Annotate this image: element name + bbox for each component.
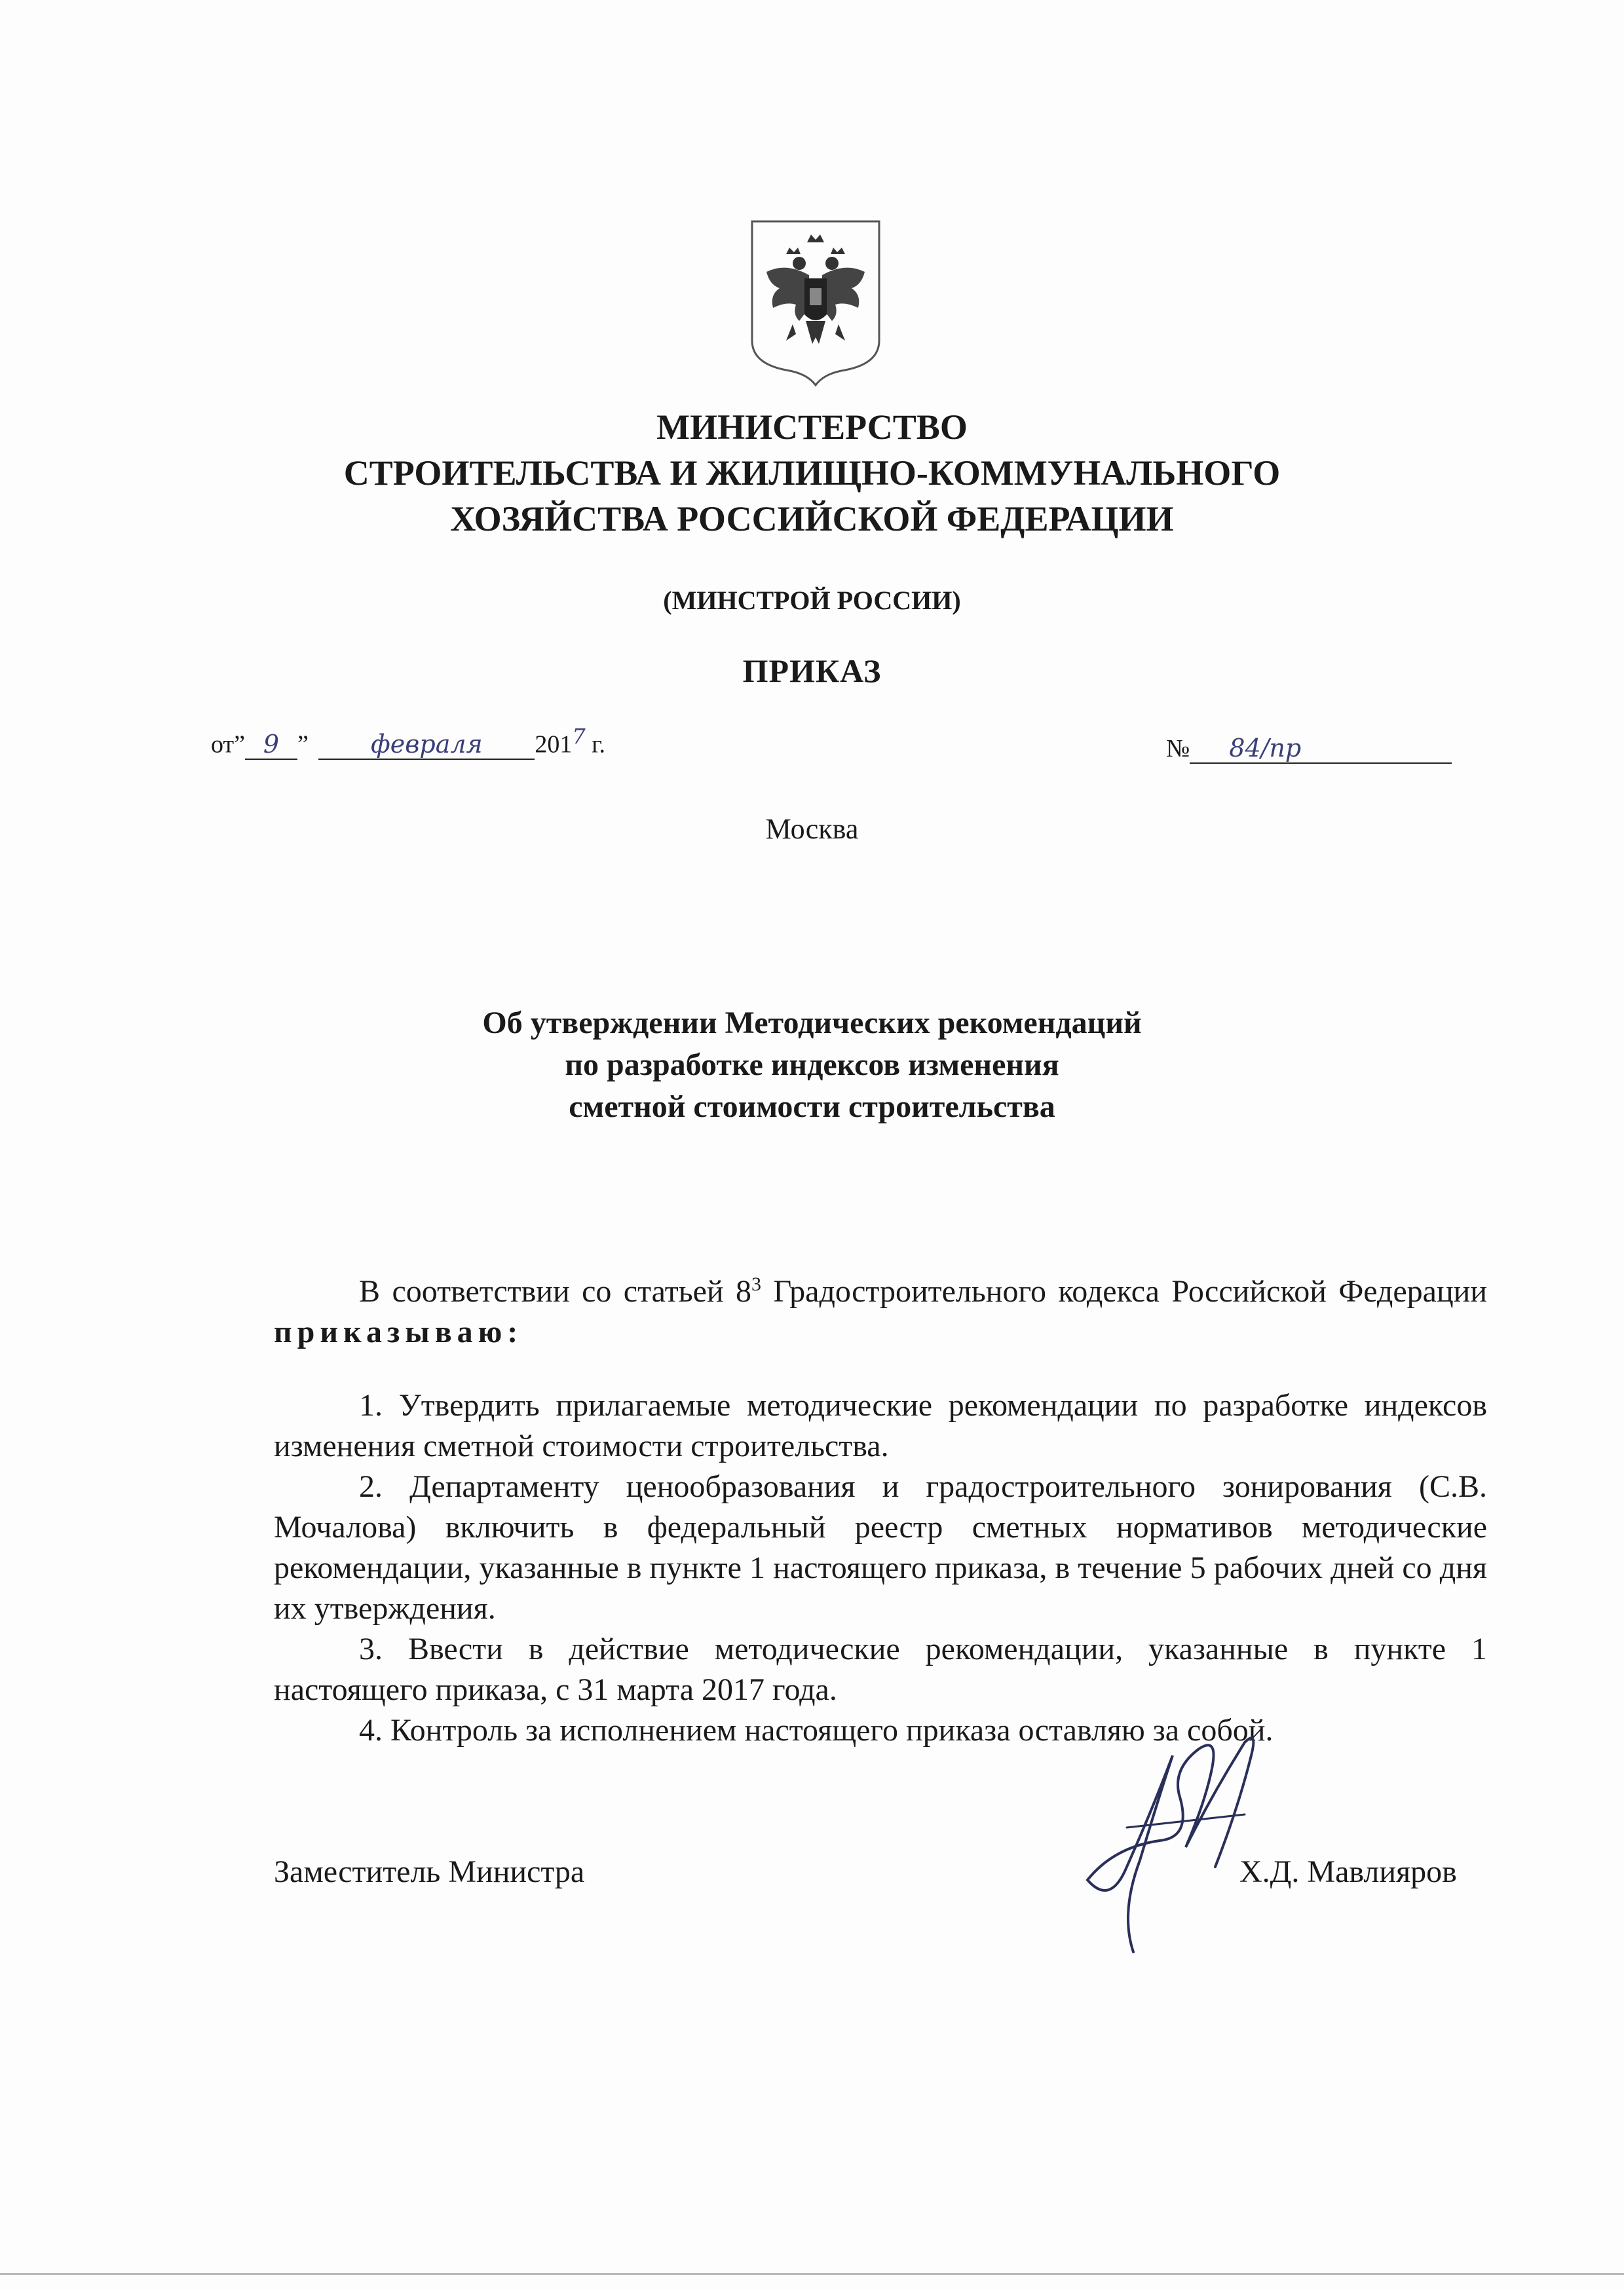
number-prefix: № (1166, 735, 1190, 762)
order-number (1166, 734, 1452, 764)
coat-of-arms-emblem (747, 216, 884, 386)
ministry-short-name: (МИНСТРОЙ РОССИИ) (663, 586, 961, 615)
number-value: 84/пр (1190, 734, 1452, 764)
date-year-suffix: г. (592, 730, 606, 759)
scan-edge-line (0, 2273, 1624, 2275)
date-prefix: от (211, 730, 235, 759)
subject-line-1: Об утверждении Методических рекомендаций (482, 1005, 1142, 1040)
document-type-title: ПРИКАЗ (742, 652, 882, 689)
preamble-superscript: 3 (751, 1273, 762, 1295)
order-item-4: 4. Контроль за исполнением настоящего приказа оставляю за собой. (359, 1713, 1274, 1748)
city-name: Москва (765, 813, 859, 845)
signatory-title: Заместитель Министра (274, 1854, 585, 1889)
date-year-printed: 201 (535, 730, 573, 759)
order-item-1: 1. Утвердить прилагаемые методические рекомендации по разработке индексов изменения сметной стоимости строительства. (274, 1388, 1487, 1463)
signatory-name: Х.Д. Мавлияров (1239, 1854, 1457, 1889)
date-day: 9 (245, 730, 297, 760)
ministry-name-line-1: МИНИСТЕРСТВО (656, 407, 968, 447)
order-date: от” 9 ” февраля $201^7$ г. (211, 724, 606, 759)
subject-line-2: по разработке индексов изменения (565, 1047, 1059, 1082)
order-subject (0, 1002, 1624, 1128)
ministry-name-line-2: СТРОИТЕЛЬСТВА И ЖИЛИЩНО-КОММУНАЛЬНОГО (343, 453, 1281, 493)
order-item-3: 3. Ввести в действие методические рекомендации, указанные в пункте 1 настоящего приказа, с 31 марта 2017 года. (274, 1632, 1487, 1707)
order-items (274, 1385, 1487, 1751)
preamble-order-word: приказываю: (274, 1315, 523, 1349)
order-item-2: 2. Департаменту ценообразования и градостроительного зонирования (С.В. Мочалова) включить в федеральный реестр сметных нормативов методические рекомендации, указанные в пункте 1 настоящего приказа, в течение 5 рабочих дней со дня их утверждения. (274, 1469, 1487, 1626)
date-year-handwritten: 7 (572, 724, 586, 749)
subject-line-3: сметной стоимости строительства (569, 1089, 1055, 1124)
order-preamble (274, 1264, 1487, 1353)
ministry-name-line-3: ХОЗЯЙСТВА РОССИЙСКОЙ ФЕДЕРАЦИИ (450, 499, 1174, 538)
preamble-text: В соответствии со статьей 8 (359, 1274, 752, 1309)
preamble-rest: Градостроительного кодекса Российской Федерации (761, 1274, 1487, 1309)
date-month: февраля (318, 730, 535, 760)
handwritten-signature (1048, 1716, 1284, 1978)
